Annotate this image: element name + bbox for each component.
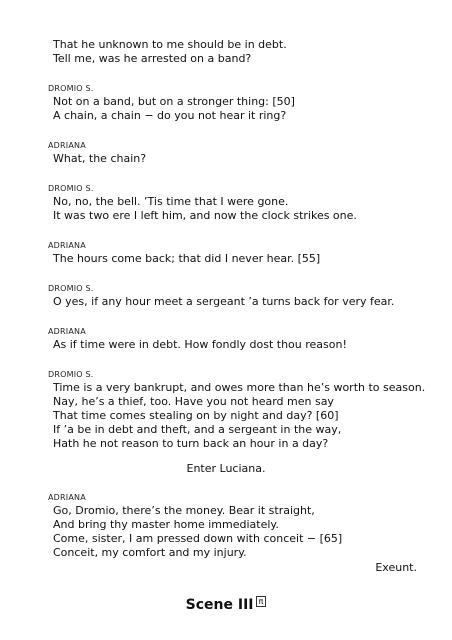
- verse-line: If ’a be in debt and theft, and a sergeant in the way,: [53, 423, 342, 436]
- scene-title: Scene III: [185, 597, 254, 613]
- verse-line: Nay, he’s a thief, too. Have you not heard men say: [53, 395, 334, 408]
- verse-line: Hath he not reason to turn back an hour in a day?: [53, 437, 329, 450]
- verse-line: The hours come back; that did I never hear. [55]: [53, 252, 321, 265]
- speaker-name: ADRIANA: [48, 327, 86, 336]
- speaker-name: DROMIO S.: [48, 84, 94, 93]
- scene-badge[interactable]: π: [256, 596, 267, 607]
- exeunt-direction: Exeunt.: [375, 561, 417, 574]
- verse-line: It was two ere I left him, and now the clock strikes one.: [53, 209, 357, 222]
- verse-line: Time is a very bankrupt, and owes more than he’s worth to season.: [53, 381, 426, 394]
- verse-line: O yes, if any hour meet a sergeant ’a turns back for very fear.: [53, 295, 395, 308]
- verse-line: That he unknown to me should be in debt.: [53, 38, 287, 51]
- verse-line: No, no, the bell. ’Tis time that I were gone.: [53, 195, 289, 208]
- speaker-name: ADRIANA: [48, 241, 86, 250]
- scene-heading: [0, 596, 452, 613]
- verse-line: Go, Dromio, there’s the money. Bear it straight,: [53, 504, 315, 517]
- speaker-name: DROMIO S.: [48, 370, 94, 379]
- speaker-name: DROMIO S.: [48, 284, 94, 293]
- verse-line: Tell me, was he arrested on a band?: [53, 52, 252, 65]
- verse-line: Not on a band, but on a stronger thing: [50]: [53, 95, 295, 108]
- stage-direction: Enter Luciana.: [186, 462, 266, 475]
- verse-line: As if time were in debt. How fondly dost thou reason!: [53, 338, 347, 351]
- verse-line: A chain, a chain − do you not hear it ring?: [53, 109, 287, 122]
- verse-line: That time comes stealing on by night and day? [60]: [53, 409, 339, 422]
- verse-line: What, the chain?: [53, 152, 147, 165]
- speaker-name: ADRIANA: [48, 141, 86, 150]
- verse-line: And bring thy master home immediately.: [53, 518, 279, 531]
- verse-line: Come, sister, I am pressed down with conceit − [65]: [53, 532, 343, 545]
- verse-line: Conceit, my comfort and my injury.: [53, 546, 247, 559]
- speaker-name: DROMIO S.: [48, 184, 94, 193]
- speaker-name: ADRIANA: [48, 493, 86, 502]
